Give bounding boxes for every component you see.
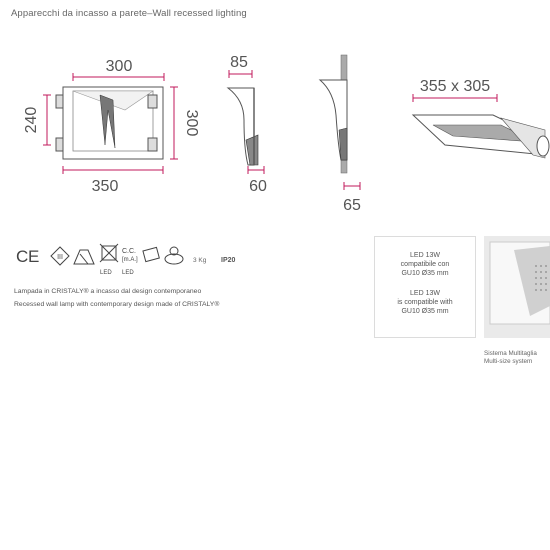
svg-text:III: III xyxy=(57,254,63,261)
front-height-right: 300 xyxy=(183,109,200,137)
led-compatibility-card xyxy=(374,236,476,338)
driver-icon xyxy=(143,247,159,261)
front-width-bottom: 350 xyxy=(91,178,119,195)
lamp-icon xyxy=(165,247,183,264)
no-insulation-icon xyxy=(100,244,118,262)
led-block-it: LED 13W compatibile con GU10 Ø35 mm xyxy=(400,252,450,277)
description-en: Recessed wall lamp with contemporary design made of CRISTALY® xyxy=(14,301,220,308)
product-description xyxy=(14,285,344,311)
ma-label: [m.A.] xyxy=(122,257,138,263)
side-bottom-dim: 60 xyxy=(249,178,267,195)
side-top-dim: 85 xyxy=(230,54,248,71)
page-title: Apparecchi da incasso a parete–Wall recessed lighting xyxy=(11,8,247,19)
perspective-dim-label: 355 x 305 xyxy=(419,78,491,95)
led-block-en: LED 13W is compatible with GU10 Ø35 mm xyxy=(397,290,453,315)
class-iii-icon xyxy=(51,247,69,265)
cc-label: C.C. xyxy=(122,248,136,255)
recessed-install-icon xyxy=(74,250,94,264)
weight-label: 3 Kg xyxy=(193,257,207,264)
section-view-drawing xyxy=(310,50,370,220)
section-bottom-dim: 65 xyxy=(343,197,361,214)
svg-text:E: E xyxy=(28,247,40,266)
photo-caption: Sistema Multitaglia Multi-size system xyxy=(484,350,537,365)
ce-mark-icon: C xyxy=(16,247,29,266)
certification-symbols xyxy=(14,242,214,277)
led-label-2: LED xyxy=(122,270,134,276)
product-photo xyxy=(484,236,550,338)
front-width-top: 300 xyxy=(105,58,133,75)
front-height-left: 240 xyxy=(23,106,40,134)
side-view-drawing xyxy=(220,50,280,200)
ip-rating: IP20 xyxy=(221,257,236,264)
description-it: Lampada in CRISTALY® a incasso dal design contemporaneo xyxy=(14,288,202,295)
perspective-drawing xyxy=(405,70,550,170)
front-view-drawing xyxy=(20,50,200,200)
led-label-1: LED xyxy=(100,270,112,276)
